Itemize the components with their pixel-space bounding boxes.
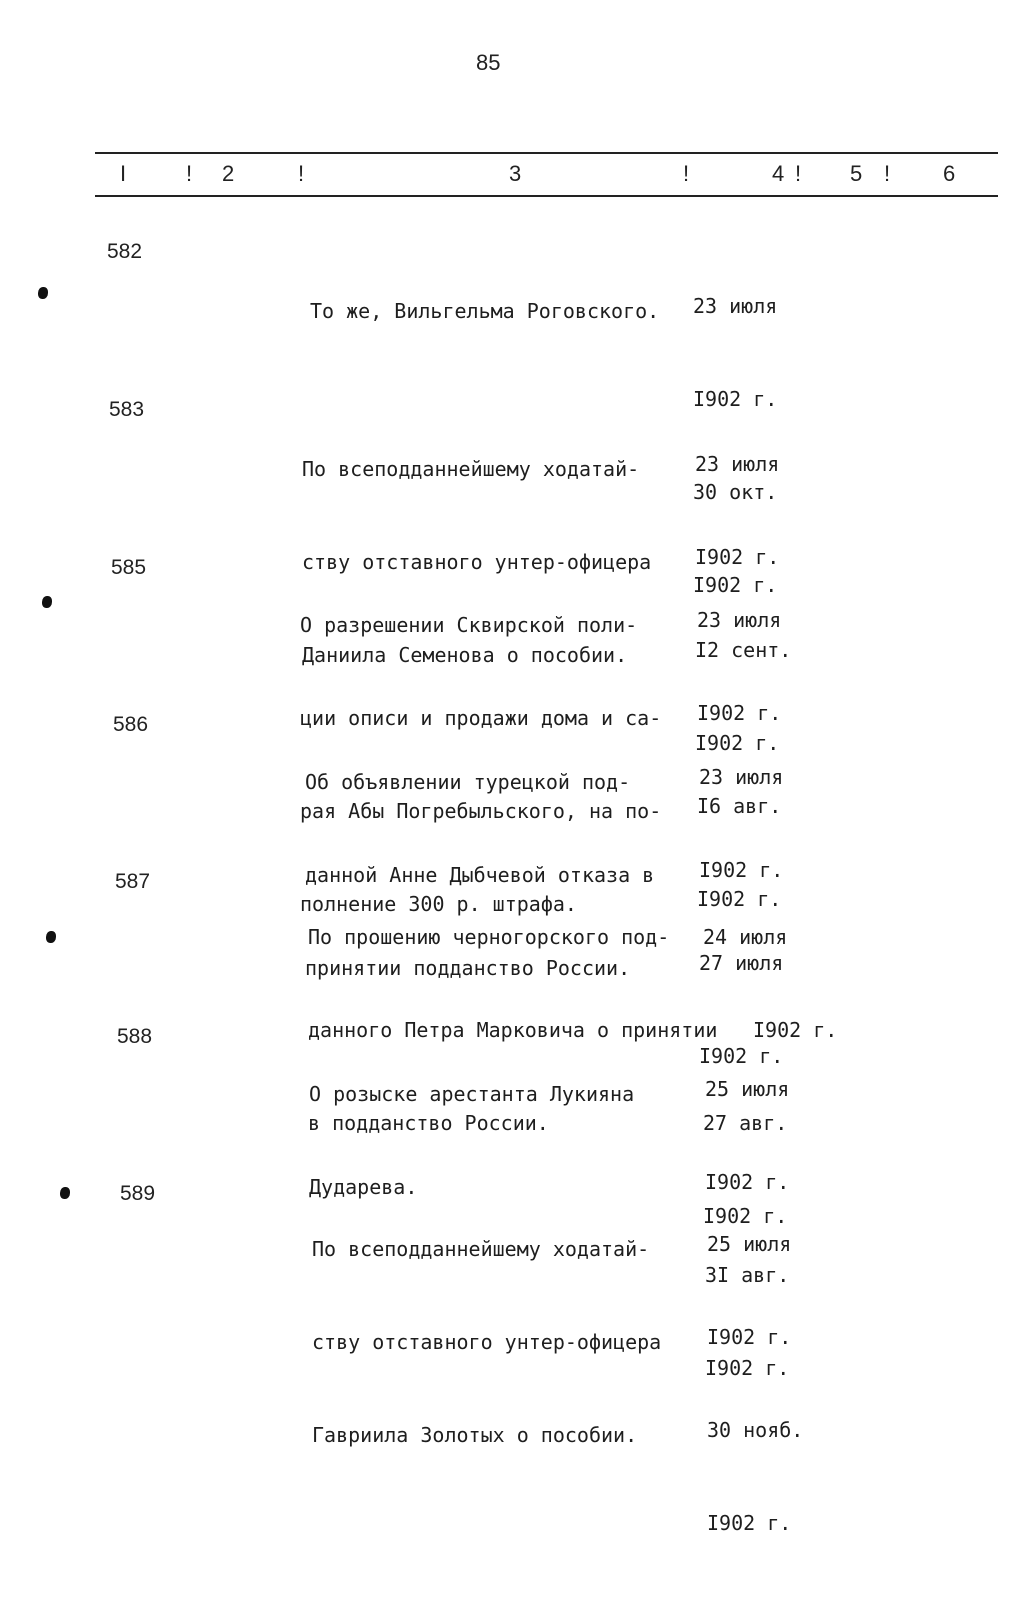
date-line: 23 июля: [695, 452, 780, 476]
description-line: ции описи и продажи дома и са-: [300, 706, 662, 730]
date-line: 30 окт.: [693, 480, 778, 504]
entry-number: 586: [113, 713, 149, 736]
date-line: 23 июля: [693, 294, 778, 318]
date-line: 25 июля: [707, 1232, 792, 1256]
date-line: 23 июля: [697, 608, 782, 632]
description-line: данной Анне Дыбчевой отказа в: [305, 863, 655, 887]
date-line: 27 июля: [699, 951, 784, 975]
description-line: рая Абы Погребыльского, на по-: [300, 799, 662, 823]
column-separator: !: [795, 161, 802, 186]
column-separator: !: [683, 161, 690, 186]
date-line: I902 г.: [707, 1511, 792, 1535]
description-line: в подданство России.: [308, 1111, 549, 1135]
date-line: I902 г.: [703, 1204, 788, 1228]
description-line: Об объявлении турецкой под-: [305, 770, 631, 794]
entry-dates: [707, 1167, 803, 1601]
column-separator: !: [298, 161, 305, 186]
column-header-2: 2: [222, 161, 235, 186]
entry-description: [310, 234, 659, 389]
description-line: ству отставного унтер-офицера: [312, 1330, 662, 1354]
description-line: принятии подданство России.: [305, 956, 631, 980]
entry-number: 589: [120, 1182, 156, 1205]
date-line: 24 июля: [703, 925, 788, 949]
entry-number: 587: [115, 870, 151, 893]
description-line: О розыске арестанта Лукияна: [309, 1082, 635, 1106]
description-line: Даниила Семенова о пособии.: [302, 643, 628, 667]
date-line: I902 г.: [753, 1018, 838, 1042]
description-line: По всеподданнейшему ходатай-: [312, 1237, 650, 1261]
description-line: ству отставного унтер-офицера: [302, 550, 652, 574]
description-line: полнение 300 р. штрафа.: [300, 892, 577, 916]
column-header-3: 3: [509, 161, 522, 186]
date-line: 25 июля: [705, 1077, 790, 1101]
column-header-6: 6: [943, 161, 956, 186]
date-line: 23 июля: [699, 765, 784, 789]
entry-number: 582: [107, 240, 143, 263]
date-line: I902 г.: [699, 858, 784, 882]
entry-number: 585: [111, 556, 147, 579]
date-line: I902 г.: [693, 573, 778, 597]
date-line: I902 г.: [705, 1356, 790, 1380]
date-line: 27 авг.: [703, 1111, 788, 1135]
column-separator: !: [884, 161, 891, 186]
column-header-1: I: [120, 161, 127, 186]
table-header-top-rule: [95, 152, 998, 154]
date-line: I902 г.: [699, 1044, 784, 1068]
description-line: То же, Вильгельма Роговского.: [310, 299, 660, 323]
column-separator: !: [186, 161, 193, 186]
description-line: По прошению черногорского под-: [308, 925, 670, 949]
column-header-4: 4: [772, 161, 785, 186]
date-line: I902 г.: [693, 387, 778, 411]
entry-description: [312, 1172, 661, 1513]
date-line: 30 нояб.: [707, 1418, 804, 1442]
date-line: I902 г.: [707, 1325, 792, 1349]
date-line: I2 сент.: [695, 638, 792, 662]
date-line: I902 г.: [705, 1170, 790, 1194]
description-line: данного Петра Марковича о принятии: [308, 1018, 718, 1042]
table-row: [0, 1170, 1024, 1535]
date-line: I902 г.: [697, 887, 782, 911]
table-header-bottom-rule: [95, 195, 998, 197]
date-line: I902 г.: [695, 545, 780, 569]
date-line: 3I авг.: [705, 1263, 790, 1287]
date-line: I6 авг.: [697, 794, 782, 818]
description-line: По всеподданнейшему ходатай-: [302, 457, 640, 481]
entry-number: 583: [109, 398, 145, 421]
description-line: О разрешении Сквирской поли-: [300, 613, 638, 637]
date-line: I902 г.: [697, 701, 782, 725]
page-number: 85: [476, 50, 501, 75]
column-header-5: 5: [850, 161, 863, 186]
description-line: Гавриила Золотых о пособии.: [312, 1423, 638, 1447]
entry-number: 588: [117, 1025, 153, 1048]
date-line: I902 г.: [695, 731, 780, 755]
description-line: Дударева.: [309, 1175, 418, 1199]
